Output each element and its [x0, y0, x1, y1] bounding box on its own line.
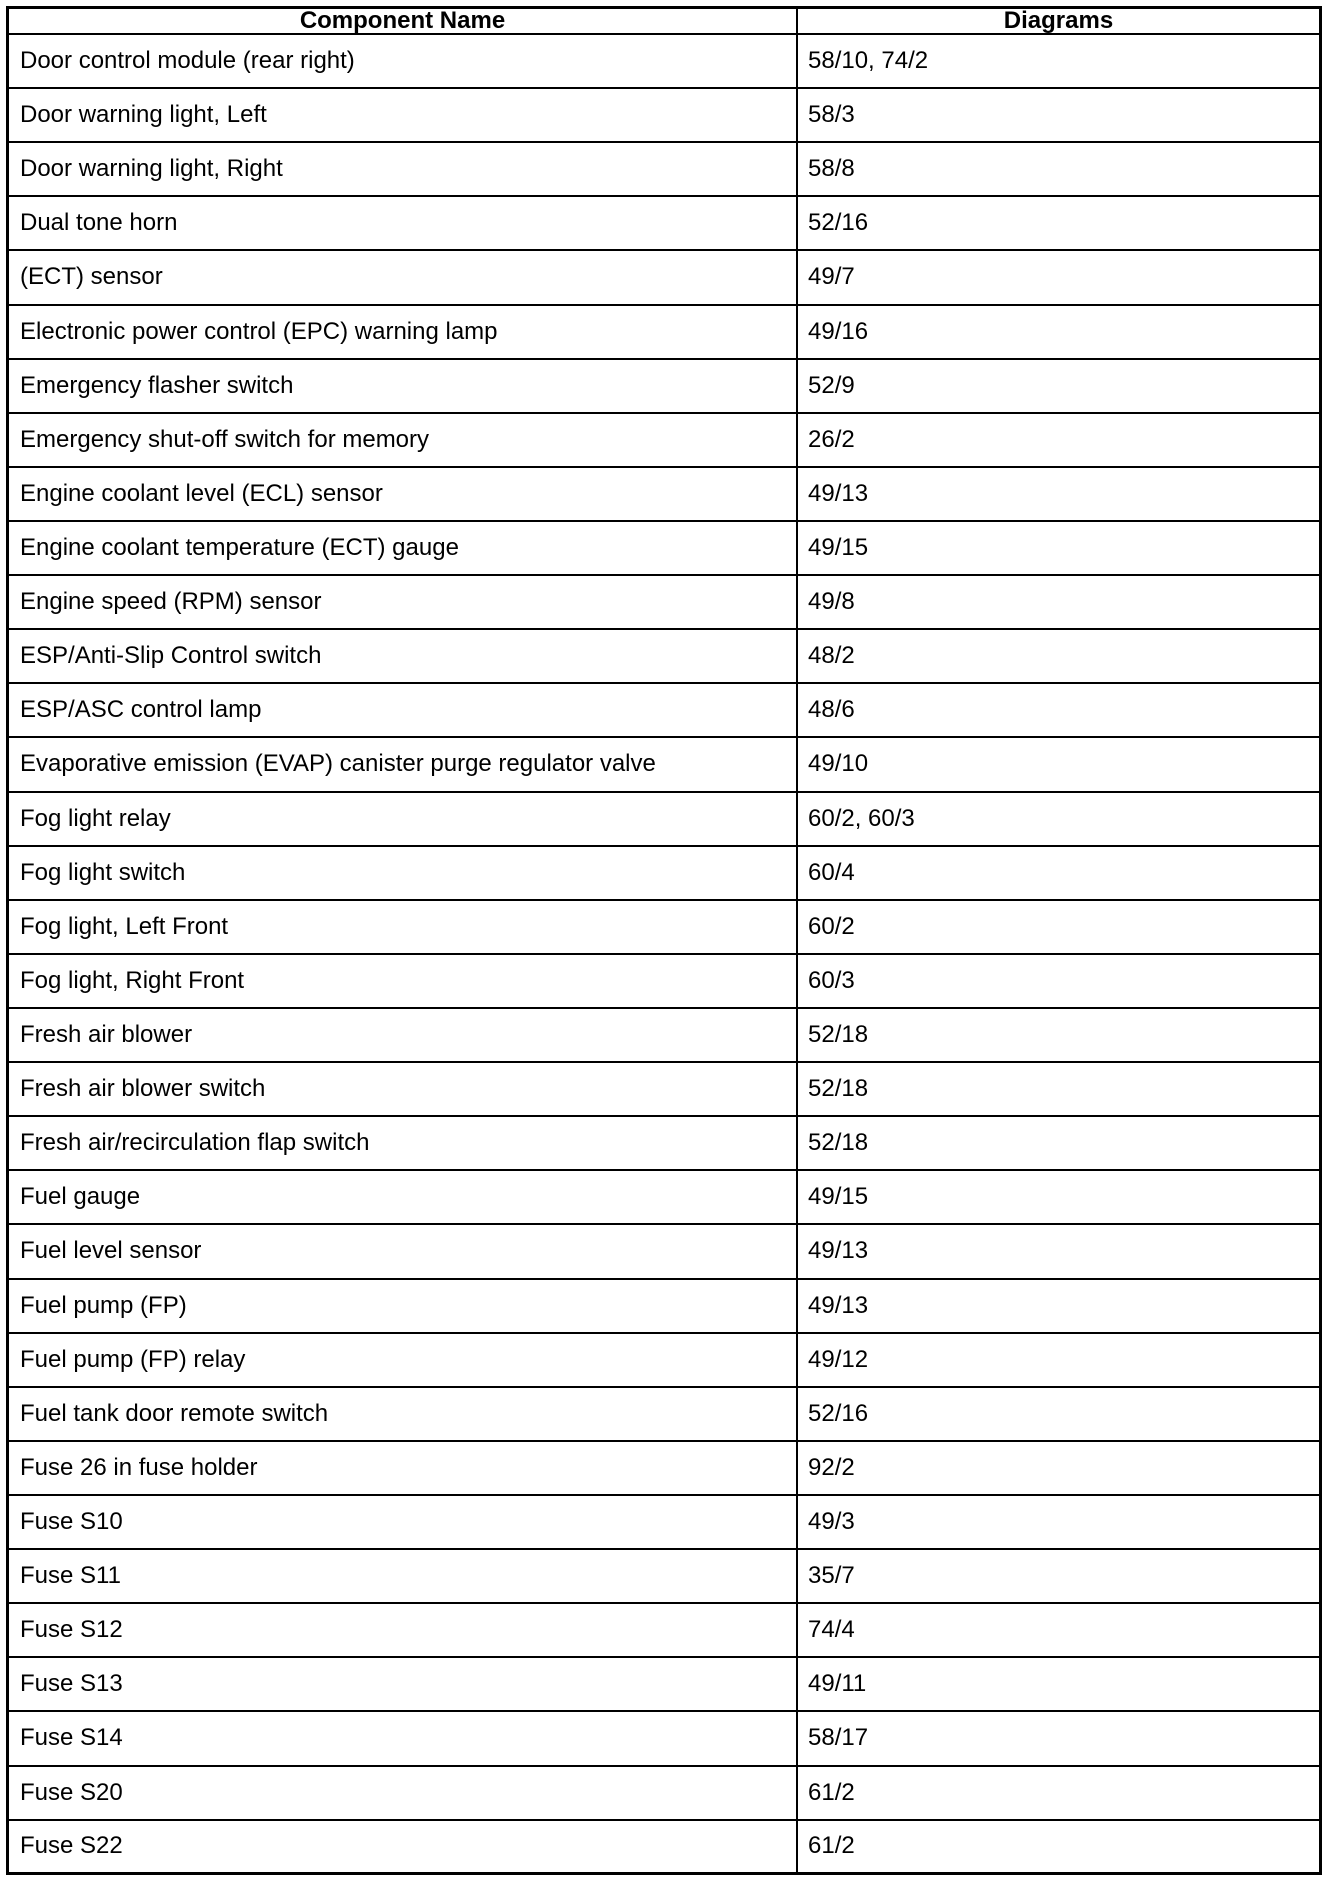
header-diagrams: Diagrams — [797, 9, 1319, 34]
table-row — [9, 900, 1319, 954]
diagrams-cell: 49/15 — [797, 521, 1319, 575]
diagrams-cell: 35/7 — [797, 1549, 1319, 1603]
table-row — [9, 1224, 1319, 1278]
component-name-cell: Emergency flasher switch — [9, 359, 797, 413]
diagrams-cell: 26/2 — [797, 413, 1319, 467]
diagrams-cell: 52/16 — [797, 196, 1319, 250]
table-row — [9, 1657, 1319, 1711]
table-row — [9, 359, 1319, 413]
table-row — [9, 467, 1319, 521]
table-row — [9, 954, 1319, 1008]
component-name-cell: Dual tone horn — [9, 196, 797, 250]
component-name-cell: Fuse S13 — [9, 1657, 797, 1711]
table-row — [9, 1279, 1319, 1333]
component-name-cell: Fuel pump (FP) — [9, 1279, 797, 1333]
component-name-cell: Fresh air blower switch — [9, 1062, 797, 1116]
table-row — [9, 1116, 1319, 1170]
component-name-cell: Fog light switch — [9, 846, 797, 900]
diagrams-cell: 60/3 — [797, 954, 1319, 1008]
table-row — [9, 1549, 1319, 1603]
table-row — [9, 1062, 1319, 1116]
component-name-cell: Door warning light, Right — [9, 142, 797, 196]
component-name-cell: ESP/ASC control lamp — [9, 683, 797, 737]
component-name-cell: Fog light, Left Front — [9, 900, 797, 954]
component-name-cell: Fresh air/recirculation flap switch — [9, 1116, 797, 1170]
component-name-cell: Fog light, Right Front — [9, 954, 797, 1008]
component-name-cell: Fog light relay — [9, 792, 797, 846]
table-row — [9, 1820, 1319, 1872]
table-row — [9, 737, 1319, 791]
component-name-cell: Fuel tank door remote switch — [9, 1387, 797, 1441]
diagrams-cell: 52/18 — [797, 1062, 1319, 1116]
table-row — [9, 34, 1319, 88]
diagrams-cell: 49/7 — [797, 250, 1319, 304]
diagrams-cell: 49/13 — [797, 467, 1319, 521]
diagrams-cell: 52/18 — [797, 1008, 1319, 1062]
component-name-cell: Evaporative emission (EVAP) canister purge regulator valve — [9, 737, 797, 791]
table-row — [9, 575, 1319, 629]
diagrams-cell: 60/2, 60/3 — [797, 792, 1319, 846]
table-row — [9, 88, 1319, 142]
table-row — [9, 250, 1319, 304]
diagrams-cell: 58/10, 74/2 — [797, 34, 1319, 88]
diagrams-cell: 48/2 — [797, 629, 1319, 683]
diagrams-cell: 58/17 — [797, 1711, 1319, 1765]
component-name-cell: Fuel gauge — [9, 1170, 797, 1224]
diagrams-cell: 92/2 — [797, 1441, 1319, 1495]
table-header-row — [9, 9, 1319, 34]
component-name-cell: Fuel level sensor — [9, 1224, 797, 1278]
component-name-cell: Door warning light, Left — [9, 88, 797, 142]
diagrams-cell: 52/16 — [797, 1387, 1319, 1441]
diagrams-cell: 52/18 — [797, 1116, 1319, 1170]
diagrams-cell: 58/8 — [797, 142, 1319, 196]
diagrams-cell: 58/3 — [797, 88, 1319, 142]
table-row — [9, 1766, 1319, 1820]
component-name-cell: Emergency shut-off switch for memory — [9, 413, 797, 467]
diagrams-cell: 49/13 — [797, 1224, 1319, 1278]
table-row — [9, 1495, 1319, 1549]
table-body — [9, 34, 1319, 1872]
diagrams-cell: 49/13 — [797, 1279, 1319, 1333]
component-name-cell: Fuse S12 — [9, 1603, 797, 1657]
component-name-cell: Fuse S10 — [9, 1495, 797, 1549]
table-row — [9, 1441, 1319, 1495]
table-row — [9, 521, 1319, 575]
component-name-cell: Fuse S20 — [9, 1766, 797, 1820]
component-name-cell: Door control module (rear right) — [9, 34, 797, 88]
table-row — [9, 1603, 1319, 1657]
diagrams-cell: 49/10 — [797, 737, 1319, 791]
header-component-name: Component Name — [9, 9, 797, 34]
component-name-cell: (ECT) sensor — [9, 250, 797, 304]
table-row — [9, 1333, 1319, 1387]
table-row — [9, 1008, 1319, 1062]
component-name-cell: Engine speed (RPM) sensor — [9, 575, 797, 629]
component-table-container — [6, 6, 1322, 1875]
component-diagram-table — [9, 9, 1319, 1872]
diagrams-cell: 48/6 — [797, 683, 1319, 737]
table-row — [9, 846, 1319, 900]
table-row — [9, 1387, 1319, 1441]
diagrams-cell: 52/9 — [797, 359, 1319, 413]
component-name-cell: Fuse S22 — [9, 1820, 797, 1872]
diagrams-cell: 49/16 — [797, 305, 1319, 359]
component-name-cell: Fuel pump (FP) relay — [9, 1333, 797, 1387]
component-name-cell: Fuse S11 — [9, 1549, 797, 1603]
diagrams-cell: 60/2 — [797, 900, 1319, 954]
diagrams-cell: 49/3 — [797, 1495, 1319, 1549]
diagrams-cell: 61/2 — [797, 1820, 1319, 1872]
table-row — [9, 1711, 1319, 1765]
diagrams-cell: 49/8 — [797, 575, 1319, 629]
component-name-cell: Engine coolant level (ECL) sensor — [9, 467, 797, 521]
table-row — [9, 1170, 1319, 1224]
table-row — [9, 413, 1319, 467]
diagrams-cell: 49/11 — [797, 1657, 1319, 1711]
component-name-cell: Electronic power control (EPC) warning lamp — [9, 305, 797, 359]
table-row — [9, 792, 1319, 846]
table-row — [9, 142, 1319, 196]
table-row — [9, 683, 1319, 737]
diagrams-cell: 49/15 — [797, 1170, 1319, 1224]
table-row — [9, 196, 1319, 250]
diagrams-cell: 74/4 — [797, 1603, 1319, 1657]
component-name-cell: Fresh air blower — [9, 1008, 797, 1062]
component-name-cell: Engine coolant temperature (ECT) gauge — [9, 521, 797, 575]
component-name-cell: Fuse S14 — [9, 1711, 797, 1765]
table-row — [9, 305, 1319, 359]
component-name-cell: ESP/Anti-Slip Control switch — [9, 629, 797, 683]
diagrams-cell: 60/4 — [797, 846, 1319, 900]
component-name-cell: Fuse 26 in fuse holder — [9, 1441, 797, 1495]
diagrams-cell: 61/2 — [797, 1766, 1319, 1820]
table-row — [9, 629, 1319, 683]
diagrams-cell: 49/12 — [797, 1333, 1319, 1387]
